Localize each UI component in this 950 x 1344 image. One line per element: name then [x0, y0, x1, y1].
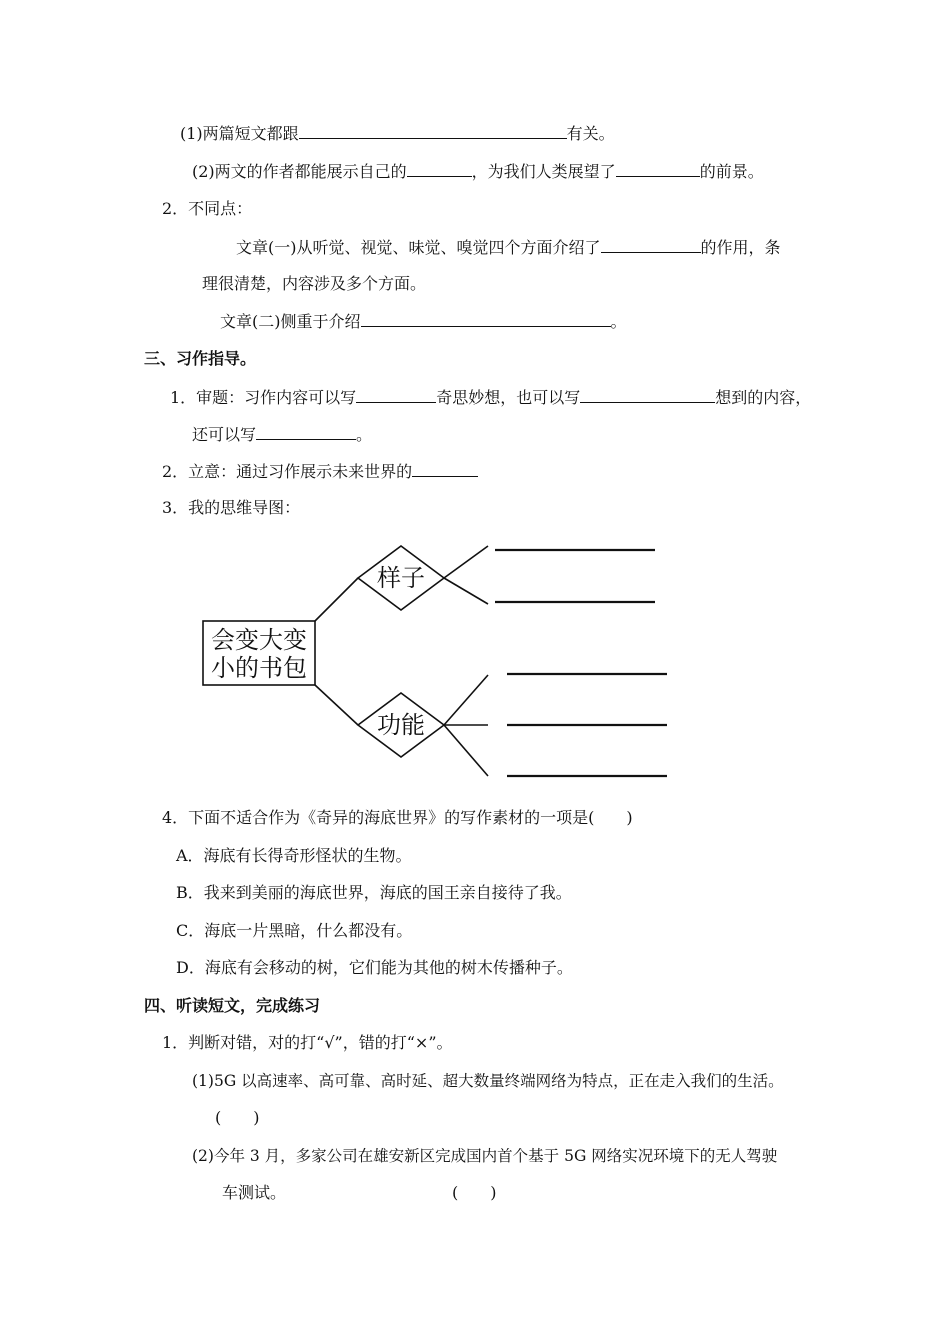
- answer-blank[interactable]: [407, 160, 472, 177]
- option-b[interactable]: B．我来到美丽的海底世界，海底的国王亲自接待了我。: [176, 883, 572, 902]
- p3-q2-text: 2．立意：通过习作展示未来世界的: [162, 462, 413, 481]
- option-c[interactable]: C．海底一片黑暗，什么都没有。: [176, 921, 413, 940]
- q1-1-post: 有关。: [566, 124, 615, 143]
- connector-line: [315, 578, 358, 621]
- statement-2-answer-paren[interactable]: ( ): [452, 1183, 497, 1202]
- p3-q1-mid: 奇思妙想，也可以写: [436, 388, 581, 407]
- branch-line: [444, 546, 488, 578]
- answer-blank[interactable]: [412, 460, 478, 477]
- q1-1-text: (1)两篇短文都跟: [180, 124, 299, 143]
- p3-q2-line: [162, 460, 478, 483]
- q1-1-line: [180, 122, 615, 145]
- option-d[interactable]: D．海底有会移动的树，它们能为其他的树木传播种子。: [176, 958, 573, 977]
- q2-b-post: 。: [610, 312, 627, 331]
- center-label-line2: 小的书包: [211, 654, 307, 682]
- q2-a-post: 的作用，条: [700, 238, 781, 257]
- q2-a-continued: 理很清楚，内容涉及多个方面。: [202, 274, 427, 293]
- answer-blank[interactable]: [256, 423, 356, 440]
- p3-q1-post: 想到的内容，: [715, 388, 812, 407]
- p3-q4-text: 4．下面不适合作为《奇异的海底世界》的写作素材的一项是( ): [162, 808, 633, 827]
- answer-blank[interactable]: [580, 386, 715, 403]
- option-a[interactable]: A．海底有长得奇形怪状的生物。: [176, 846, 412, 865]
- branch-line: [444, 725, 488, 776]
- p3-q3-text: 3．我的思维导图：: [162, 498, 301, 517]
- statement-2: (2)今年 3 月，多家公司在雄安新区完成国内首个基于 5G 网络实况环境下的无人驾驶: [192, 1147, 778, 1165]
- center-label-line1: 会变大变: [211, 626, 307, 654]
- statement-1-answer-paren[interactable]: ( ): [215, 1108, 260, 1127]
- section-heading-4: 四、听读短文，完成练习: [144, 996, 321, 1015]
- p3-q1-cont-line: [192, 423, 372, 446]
- answer-blank[interactable]: [601, 236, 701, 253]
- p3-q1-cont-post: 。: [356, 425, 373, 444]
- q2-a-text: 文章(一)从听觉、视觉、味觉、嗅觉四个方面介绍了: [236, 238, 601, 257]
- diamond-label-top: 样子: [377, 564, 425, 592]
- branch-line: [444, 578, 488, 604]
- branch-line: [444, 675, 488, 725]
- diamond-label-bottom: 功能: [377, 711, 425, 739]
- q2-b-line: [220, 310, 627, 333]
- p4-q1-text: 1．判断对错，对的打“√”，错的打“×”。: [162, 1033, 453, 1052]
- answer-blank[interactable]: [361, 310, 611, 327]
- p3-q1-text: 1．审题：习作内容可以写: [170, 388, 357, 407]
- statement-2-cont: 车测试。: [222, 1183, 287, 1202]
- connector-line: [315, 685, 358, 725]
- answer-blank[interactable]: [356, 386, 436, 403]
- statement-1: (1)5G 以高速率、高可靠、高时延、超大数量终端网络为特点，正在走入我们的生活。: [192, 1072, 784, 1090]
- q1-2-mid: ，为我们人类展望了: [471, 162, 616, 181]
- p3-q1-line: [170, 386, 811, 409]
- q1-2-line: [192, 160, 764, 183]
- mind-map-diagram: [195, 535, 675, 785]
- p3-q1-cont-text: 还可以写: [192, 425, 257, 444]
- q1-2-text: (2)两文的作者都能展示自己的: [192, 162, 407, 181]
- q2-b-text: 文章(二)侧重于介绍: [220, 312, 361, 331]
- q1-2-post: 的前景。: [699, 162, 764, 181]
- answer-blank[interactable]: [299, 122, 567, 139]
- answer-blank[interactable]: [616, 160, 700, 177]
- section-heading-3: 三、习作指导。: [144, 349, 257, 368]
- q2-label: 2．不同点：: [162, 199, 253, 218]
- q2-a-line: [236, 236, 781, 259]
